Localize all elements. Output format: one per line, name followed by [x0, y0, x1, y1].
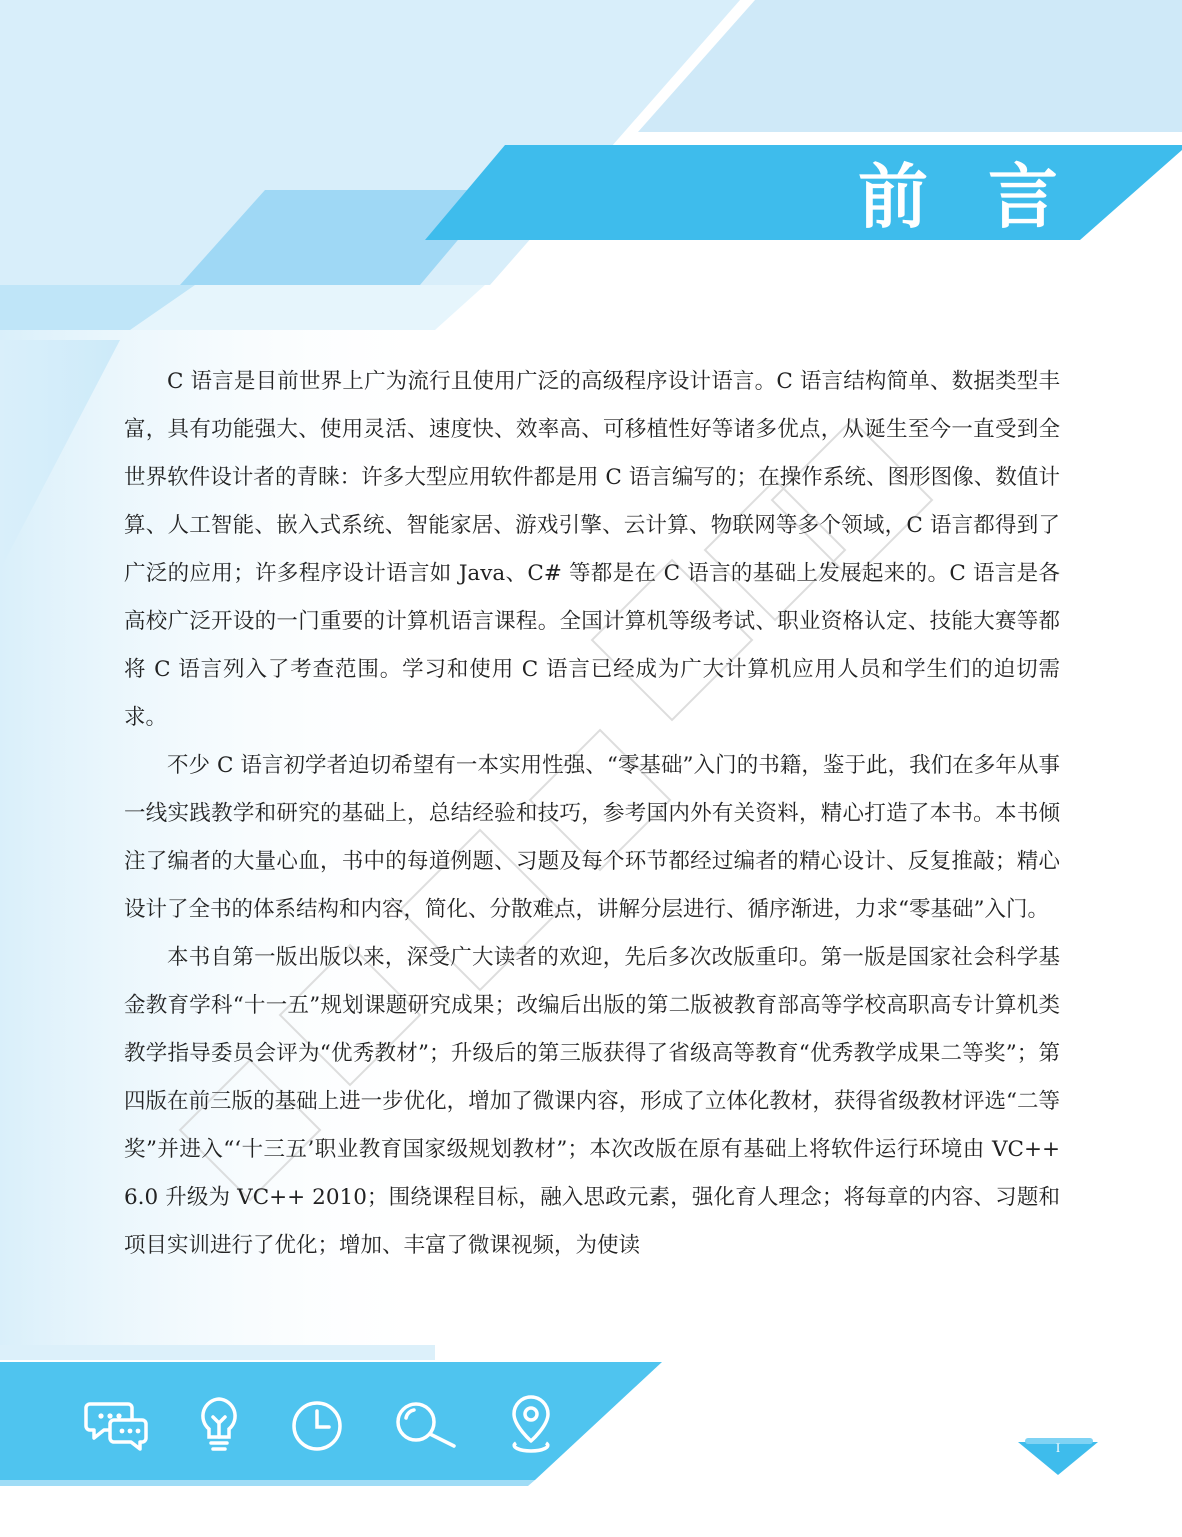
magnifier-icon [394, 1400, 462, 1452]
footer-light-panel [0, 1345, 435, 1360]
clock-icon [289, 1398, 345, 1454]
preface-body [124, 358, 1060, 1270]
page-number: I [1055, 1440, 1061, 1455]
paragraph-1: C 语言是目前世界上广为流行且使用广泛的高级程序设计语言。C 语言结构简单、数据类型丰富，具有功能强大、使用灵活、速度快、效率高、可移植性好等诸多优点，从诞生至今一直受到全世界软件设计者的青睐：许多大型应用软件都是用 C 语言编写的；在操作系统、图形图像、数值计算、人工智能、嵌入式系统、智能家居、游戏引擎、云计算、物联网等多个领域，C 语言都得到了广泛的应用；许多程序设计语言如 Java、C# 等都是在 C 语言的基础上发展起来的。C 语言是各高校广泛开设的一门重要的计算机语言课程。全国计算机等级考试、职业资格认定、技能大赛等都将 C 语言列入了考查范围。学习和使用 C 语言已经成为广大计算机应用人员和学生们的迫切需求。 [124, 369, 1060, 730]
chat-bubbles-icon [84, 1398, 150, 1452]
location-pin-icon [508, 1393, 554, 1455]
paragraph-3: 本书自第一版出版以来，深受广大读者的欢迎，先后多次改版重印。第一版是国家社会科学基金教育学科“十一五”规划课题研究成果；改编后出版的第二版被教育部高等学校高职高专计算机类教学指导委员会评为“优秀教材”；升级后的第三版获得了省级高等教育“优秀教学成果二等奖”；第四版在前三版的基础上进一步优化，增加了微课内容，形成了立体化教材，获得省级教材评选“二等奖”并进入“‘十三五’职业教育国家级规划教材”；本次改版在原有基础上将软件运行环境由 VC++ 6.0 升级为 VC++ 2010；围绕课程目标，融入思政元素，强化育人理念；将每章的内容、习题和项目实训进行了优化；增加、丰富了微课视频，为使读 [124, 945, 1060, 1258]
paragraph-2: 不少 C 语言初学者迫切希望有一本实用性强、“零基础”入门的书籍，鉴于此，我们在多年从事一线实践教学和研究的基础上，总结经验和技巧，参考国内外有关资料，精心打造了本书。本书倾注了编者的大量心血，书中的每道例题、习题及每个环节都经过编者的精心设计、反复推敲；精心设计了全书的体系结构和内容，简化、分散难点，讲解分层进行、循序渐进，力求“零基础”入门。 [124, 753, 1060, 922]
page-title: 前言 [858, 156, 1118, 238]
lightbulb-icon [197, 1395, 241, 1455]
footer-banner-stripe [0, 1480, 535, 1486]
